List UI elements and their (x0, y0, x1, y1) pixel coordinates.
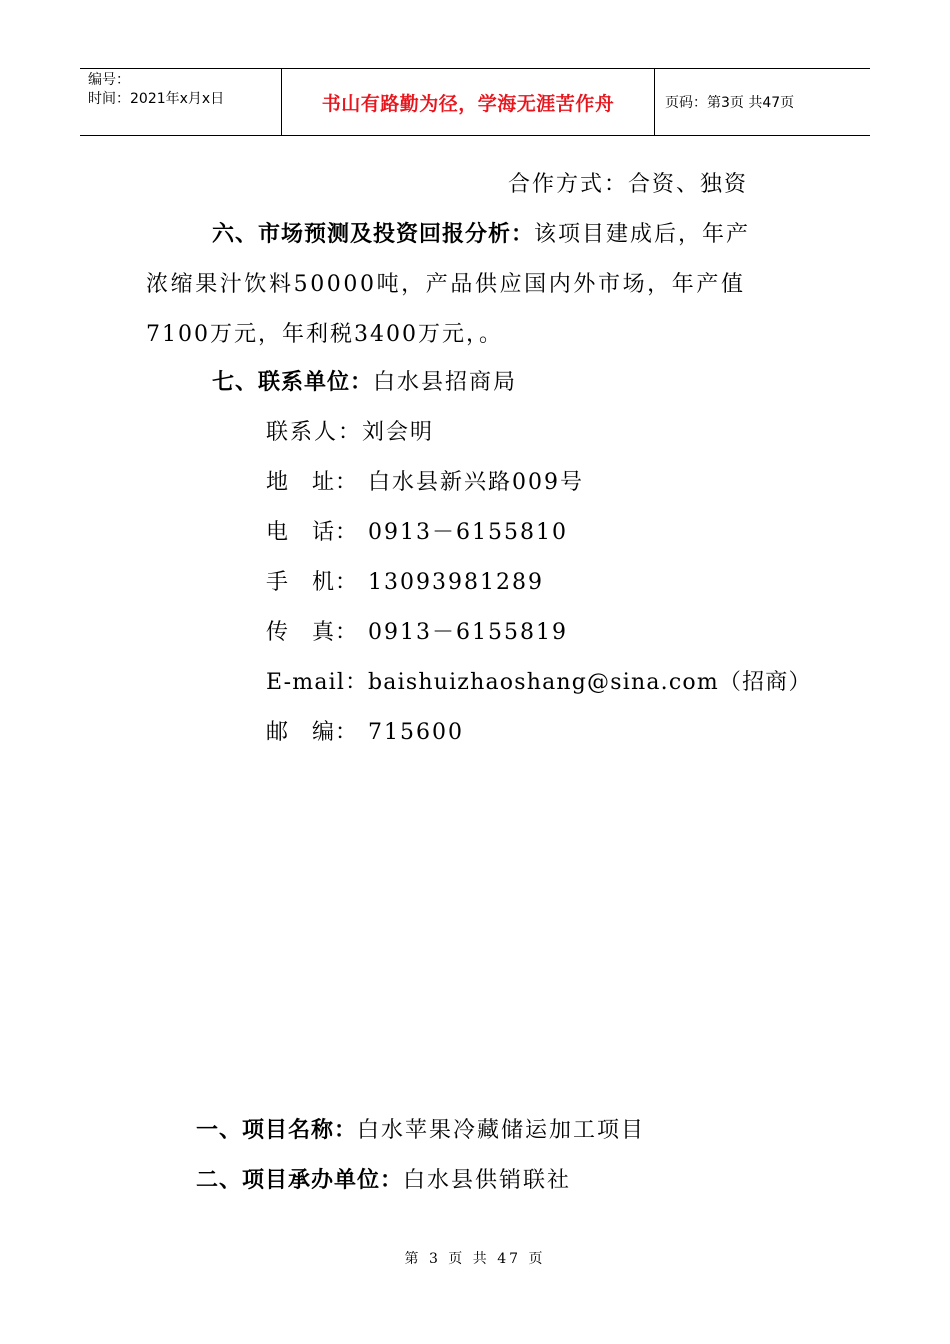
contact-value: 0913－6155819 (368, 620, 568, 645)
section6-heading: 六、市场预测及投资回报分析： (212, 222, 535, 247)
contact-value: 13093981289 (368, 570, 544, 595)
contact-mobile (266, 568, 544, 598)
serial-label: 编号： (88, 72, 130, 88)
contact-label: 电 话： (266, 520, 359, 545)
section7-unit: 白水县招商局 (373, 370, 518, 395)
header-meta (80, 69, 282, 135)
section7-heading: 七、联系单位： (212, 370, 374, 395)
header-page-info: 页码：第3页 共47页 (665, 95, 795, 111)
contact-value: 刘会明 (362, 420, 435, 445)
section6-line1 (212, 220, 750, 250)
contact-label: E-mail： (266, 670, 369, 695)
section6-text1: 该项目建成后，年产 (534, 222, 751, 247)
section6-line2: 浓缩果汁饮料50000吨，产品供应国内外市场，年产值 (146, 272, 746, 297)
contact-value: 白水县新兴路009号 (368, 470, 584, 495)
page-header (80, 68, 870, 136)
item1-value: 白水苹果冷藏储运加工项目 (357, 1118, 646, 1143)
cooperation-line: 合作方式：合资、独资 (508, 172, 749, 197)
time-label: 时间：2021年x月x日 (88, 91, 225, 107)
item2-value: 白水县供销联社 (403, 1168, 572, 1193)
next-project-item1 (196, 1116, 645, 1146)
header-motto: 书山有路勤为径，学海无涯苦作舟 (282, 69, 655, 135)
contact-value: baishuizhaoshang@sina.com（招商） (368, 670, 812, 695)
contact-value: 0913－6155810 (368, 520, 568, 545)
contact-label: 手 机： (266, 570, 359, 595)
contact-fax (266, 618, 568, 648)
contact-address (266, 468, 584, 498)
section7-line (212, 368, 517, 398)
item1-heading: 一、项目名称： (196, 1118, 358, 1143)
page-footer: 第 3 页 共 47 页 (404, 1251, 546, 1267)
contact-email (266, 668, 812, 698)
contact-label: 地 址： (266, 470, 359, 495)
item2-heading: 二、项目承办单位： (196, 1168, 404, 1193)
contact-phone (266, 518, 568, 548)
contact-postcode (266, 718, 464, 748)
section6-line3: 7100万元，年利税3400万元，。 (146, 322, 503, 347)
contact-label: 联系人： (266, 420, 363, 445)
contact-label: 传 真： (266, 620, 359, 645)
contact-label: 邮 编： (266, 720, 359, 745)
contact-person (266, 418, 434, 448)
contact-value: 715600 (368, 720, 464, 745)
next-project-item2 (196, 1166, 571, 1196)
